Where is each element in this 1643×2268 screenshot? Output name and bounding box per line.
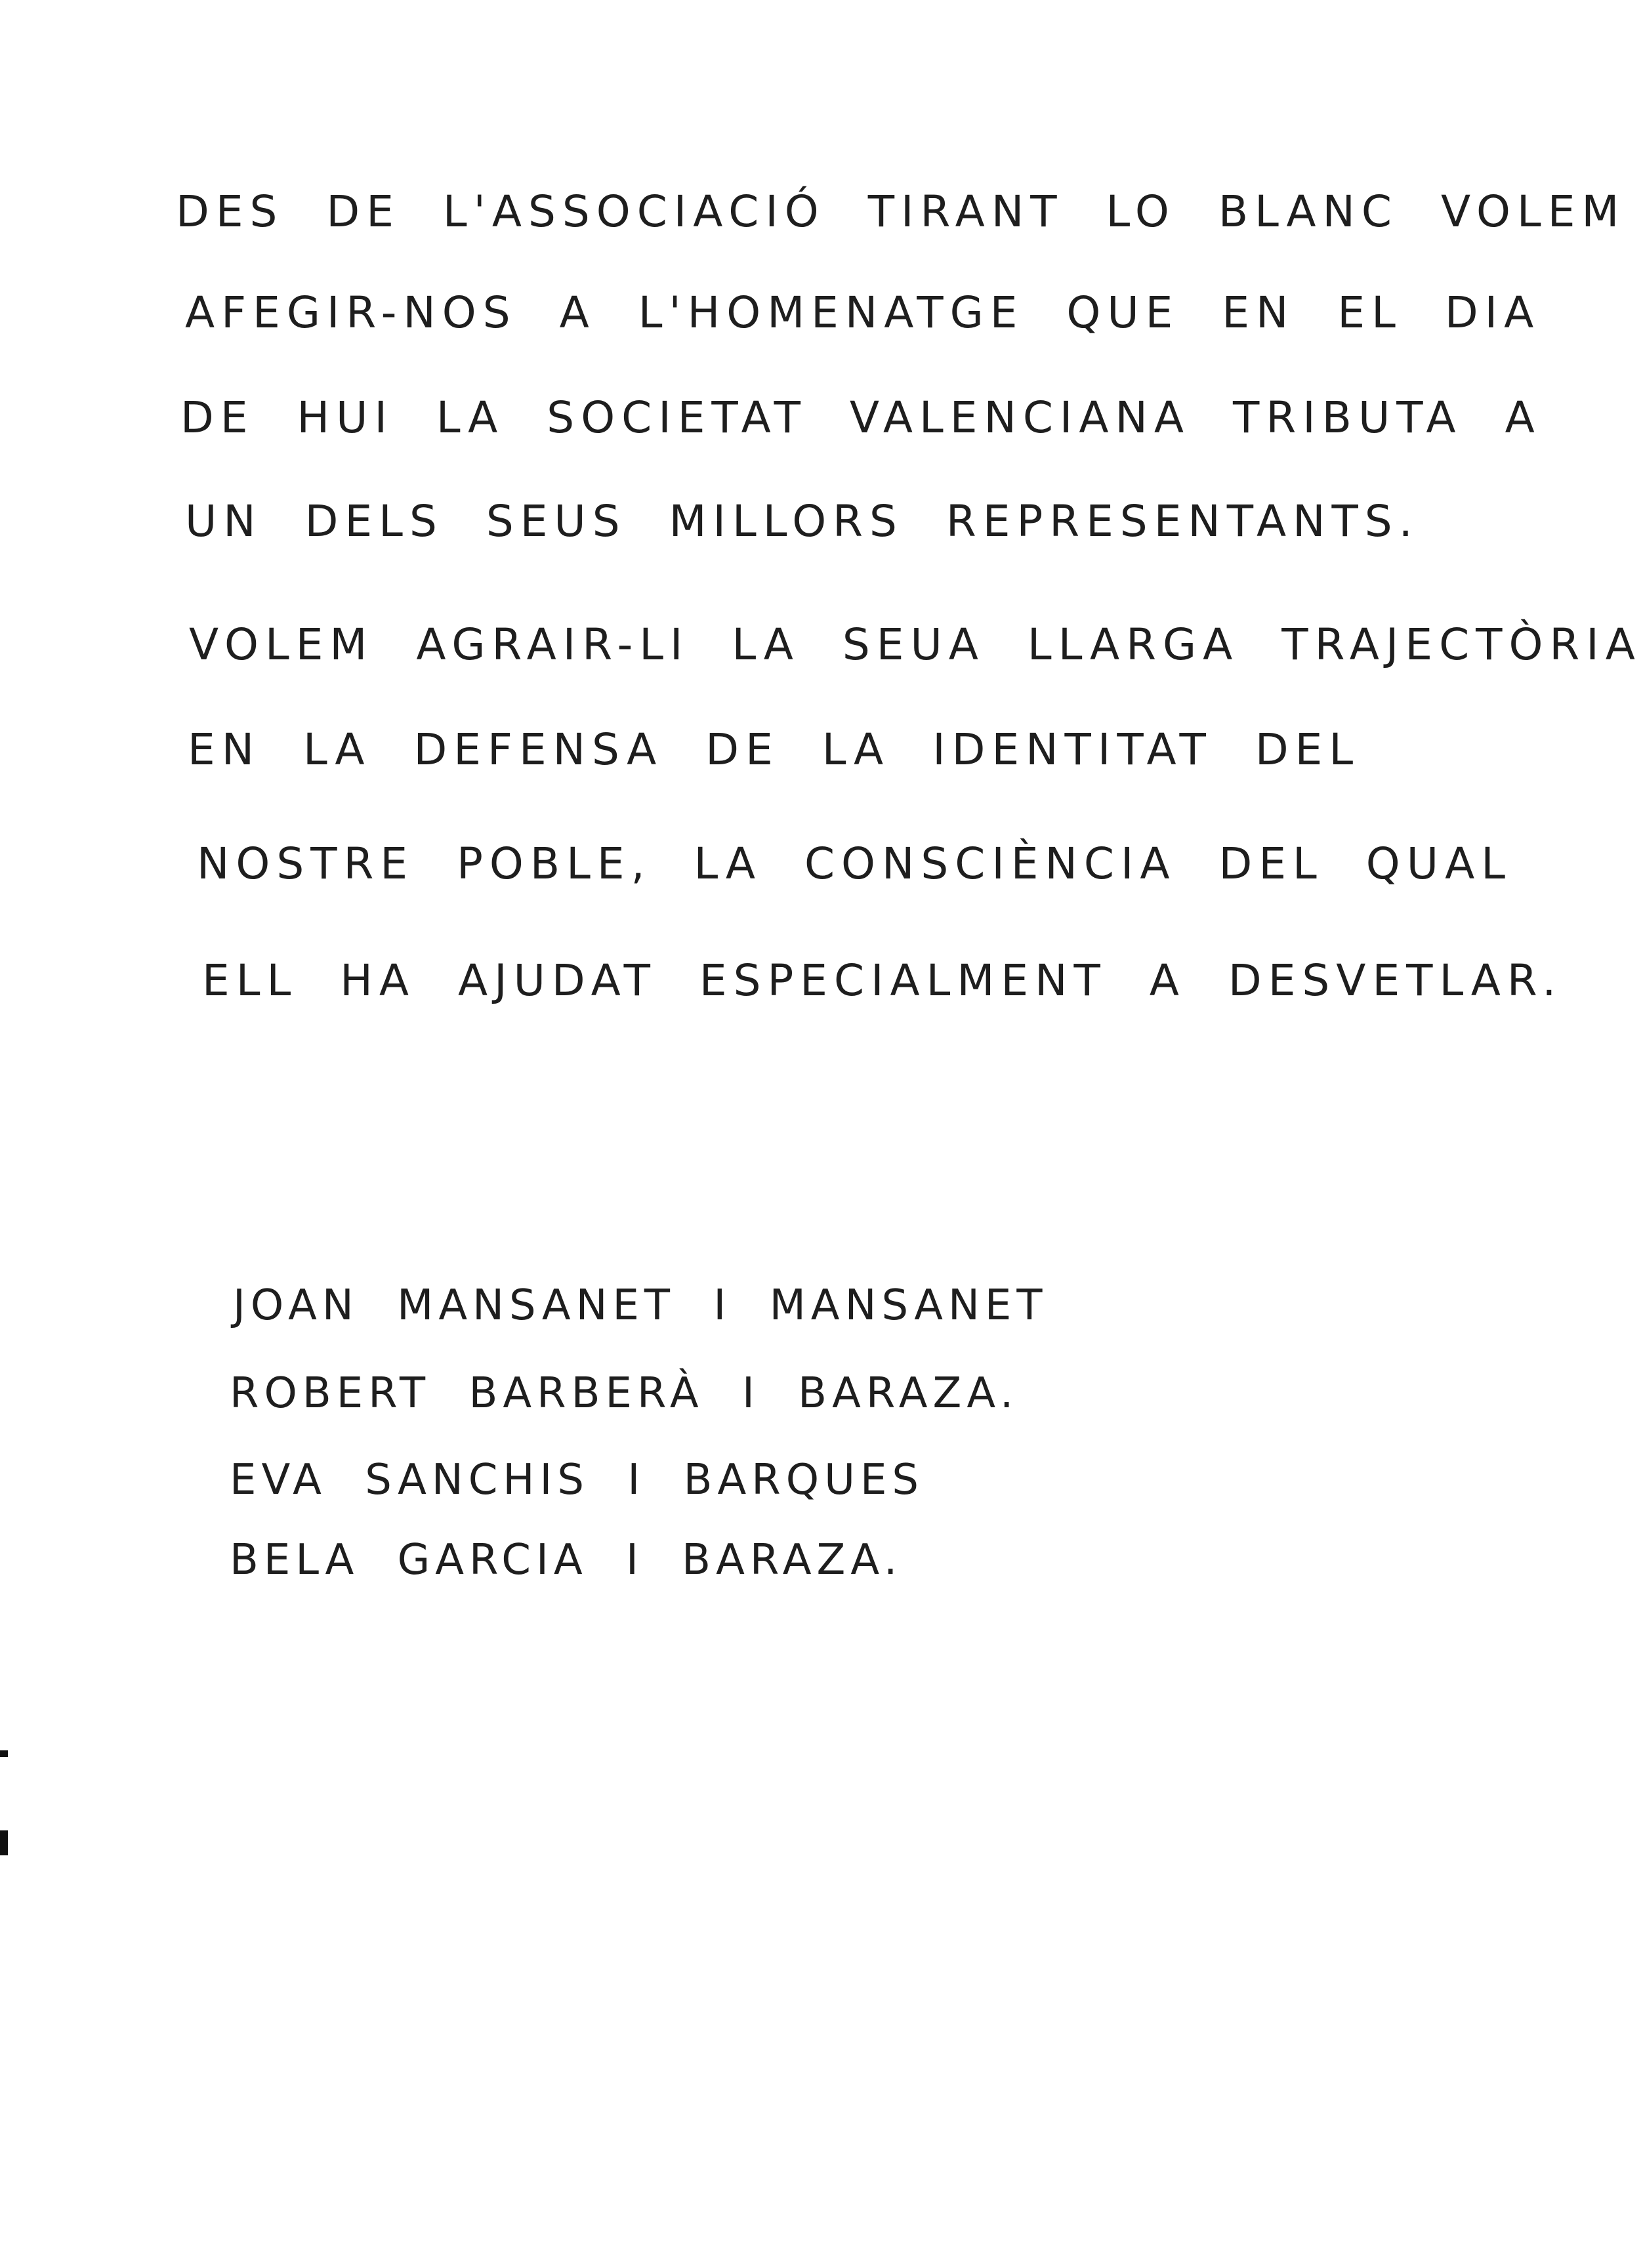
signature-name: JOAN MANSANET I MANSANET xyxy=(233,1281,1048,1330)
letter-line: AFEGIR-NOS A L'HOMENATGE QUE EN EL DIA xyxy=(185,287,1541,338)
letter-line: DES DE L'ASSOCIACIÓ TIRANT LO BLANC VOLEM xyxy=(176,186,1626,237)
scan-edge-mark xyxy=(0,1830,8,1855)
signature-name: BELA GARCIA I BARAZA. xyxy=(230,1536,903,1584)
letter-line: NOSTRE POBLE, LA CONSCIÈNCIA DEL QUAL xyxy=(197,838,1512,889)
scan-edge-mark xyxy=(0,1750,8,1757)
letter-line: VOLEM AGRAIR-LI LA SEUA LLARGA TRAJECTÒRIA xyxy=(189,619,1642,670)
letter-line: UN DELS SEUS MILLORS REPRESENTANTS. xyxy=(185,496,1419,546)
letter-line: DE HUI LA SOCIETAT VALENCIANA TRIBUTA A xyxy=(180,392,1541,443)
signature-name: ROBERT BARBERÀ I BARAZA. xyxy=(230,1369,1019,1418)
letter-line: EN LA DEFENSA DE LA IDENTITAT DEL xyxy=(188,724,1360,775)
letter-line: ELL HA AJUDAT ESPECIALMENT A DESVETLAR. xyxy=(202,955,1563,1006)
signature-name: EVA SANCHIS I BARQUES xyxy=(230,1456,925,1504)
